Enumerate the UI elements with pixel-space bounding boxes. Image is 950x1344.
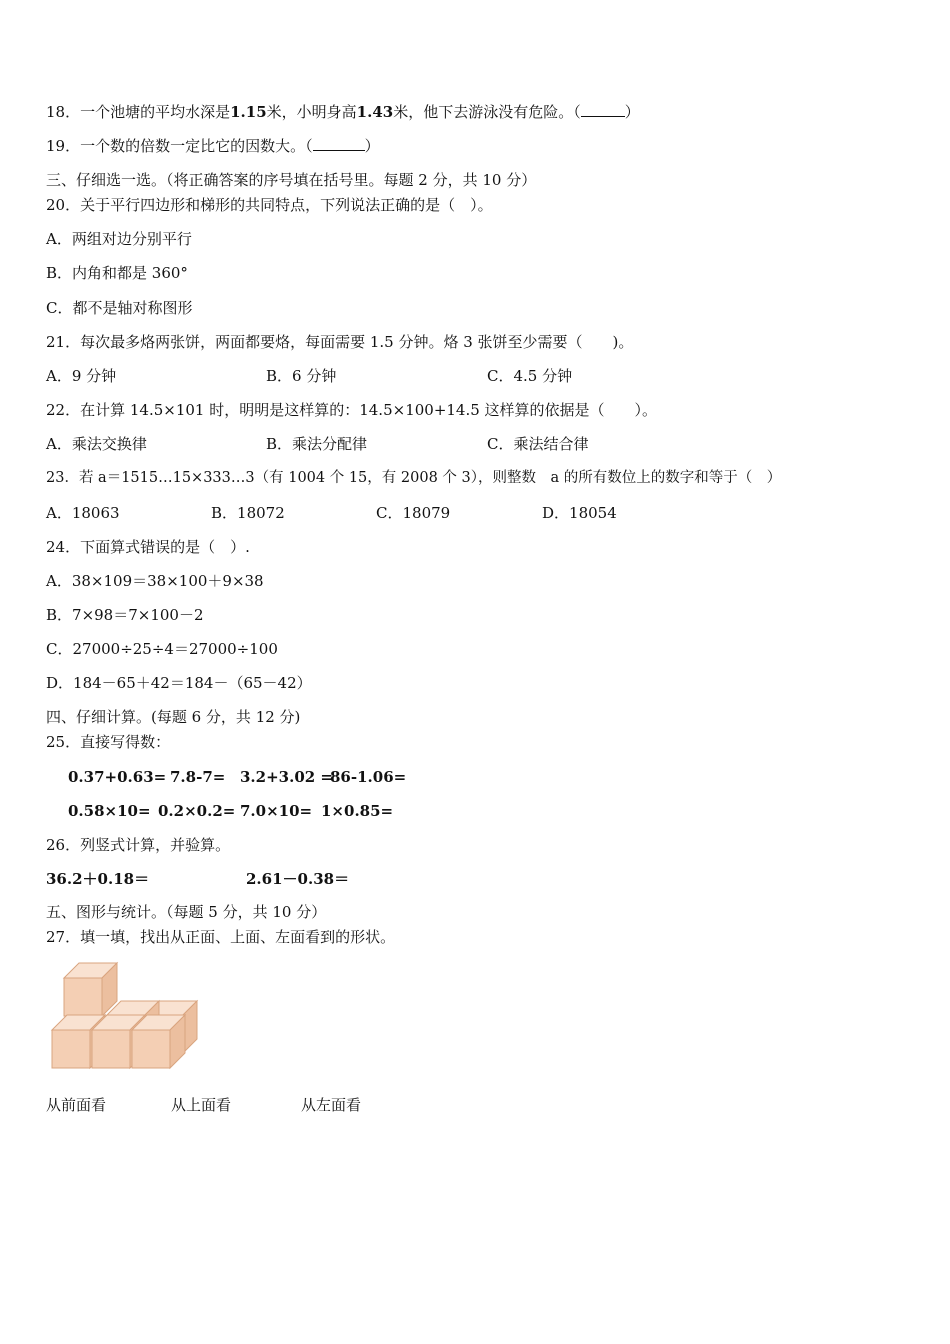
q25-item: 0.37+0.63= <box>68 768 167 786</box>
q22-option-a[interactable]: A．乘法交换律 <box>46 435 147 453</box>
cube-front-face <box>52 1030 90 1068</box>
q25-item: 0.2×0.2= <box>158 802 236 820</box>
q18-answer-blank[interactable] <box>581 102 625 117</box>
q23-option-a[interactable]: A．18063 <box>46 504 120 522</box>
view-label-front: 从前面看 <box>46 1096 107 1114</box>
q25-item: 3.2+3.02 = <box>240 768 333 786</box>
cube-front-face <box>64 978 102 1016</box>
cube-stack-figure <box>48 960 208 1072</box>
q18-prefix: 18．一个池塘的平均水深是 <box>46 103 231 121</box>
q22-option-c[interactable]: C．乘法结合律 <box>487 435 589 453</box>
q24-option-c[interactable]: C．27000÷25÷4＝27000÷100 <box>46 640 278 658</box>
q18-mid-2: 米，他下去游泳没有危险。（ <box>393 103 581 121</box>
q18-mid-1: 米，小明身高 <box>266 103 357 121</box>
q22-stem: 22．在计算 14.5×101 时，明明是这样算的：14.5×100+14.5 这样算的依据是（ ）。 <box>46 401 658 419</box>
section-4-heading: 四、仔细计算。(每题 6 分，共 12 分) <box>46 708 301 726</box>
q19-suffix: ） <box>364 137 380 155</box>
q21-option-a[interactable]: A．9 分钟 <box>46 367 117 385</box>
q19-answer-blank[interactable] <box>313 136 365 151</box>
q26-expression-1: 36.2＋0.18＝ <box>46 870 150 888</box>
q20-option-b[interactable]: B．内角和都是 360° <box>46 264 188 282</box>
q25-item: 7.0×10= <box>240 802 313 820</box>
cube-front-face <box>132 1030 170 1068</box>
q23-option-c[interactable]: C．18079 <box>376 504 451 522</box>
q24-option-b[interactable]: B．7×98＝7×100－2 <box>46 606 204 624</box>
q25-item: 7.8-7= <box>170 768 226 786</box>
q26-expression-2: 2.61－0.38＝ <box>246 870 350 888</box>
cube-front-face <box>92 1030 130 1068</box>
q27-stem: 27．填一填，找出从正面、上面、左面看到的形状。 <box>46 928 396 946</box>
q19 <box>46 136 380 156</box>
section-3-heading: 三、仔细选一选。（将正确答案的序号填在括号里。每题 2 分，共 10 分） <box>46 171 537 189</box>
q21-stem: 21．每次最多烙两张饼，两面都要烙，每面需要 1.5 分钟。烙 3 张饼至少需要（ )。 <box>46 333 634 351</box>
q24-stem: 24．下面算式错误的是（ ）. <box>46 538 250 556</box>
q25-item: 0.58×10= <box>68 802 151 820</box>
q25-item: 1×0.85= <box>321 802 394 820</box>
q20-option-c[interactable]: C．都不是轴对称图形 <box>46 299 193 317</box>
section-5-heading: 五、图形与统计。（每题 5 分，共 10 分） <box>46 903 327 921</box>
q25-item: 86-1.06= <box>330 768 407 786</box>
q18-value-2: 1.43 <box>356 103 394 121</box>
q18-suffix: ） <box>624 103 640 121</box>
q19-prefix: 19．一个数的倍数一定比它的因数大。（ <box>46 137 313 155</box>
view-label-left: 从左面看 <box>301 1096 362 1114</box>
q23-stem: 23．若 a＝1515…15×333…3（有 1004 个 15，有 2008 个 3），则整数 a 的所有数位上的数字和等于（ ） <box>46 470 782 486</box>
q18-value-1: 1.15 <box>230 103 267 121</box>
q25-stem: 25．直接写得数： <box>46 733 171 751</box>
view-label-top: 从上面看 <box>171 1096 232 1114</box>
q20-option-a[interactable]: A．两组对边分别平行 <box>46 230 192 248</box>
q20-stem: 20．关于平行四边形和梯形的共同特点，下列说法正确的是（ ）。 <box>46 196 493 214</box>
q21-option-c[interactable]: C．4.5 分钟 <box>487 367 573 385</box>
q24-option-d[interactable]: D．184－65＋42＝184－（65－42） <box>46 674 312 692</box>
q18 <box>46 102 640 122</box>
q23-option-d[interactable]: D．18054 <box>542 504 617 522</box>
q24-option-a[interactable]: A．38×109＝38×100＋9×38 <box>46 572 264 590</box>
q23-option-b[interactable]: B．18072 <box>211 504 285 522</box>
q26-stem: 26．列竖式计算，并验算。 <box>46 836 231 854</box>
q22-option-b[interactable]: B．乘法分配律 <box>266 435 368 453</box>
q21-option-b[interactable]: B．6 分钟 <box>266 367 337 385</box>
